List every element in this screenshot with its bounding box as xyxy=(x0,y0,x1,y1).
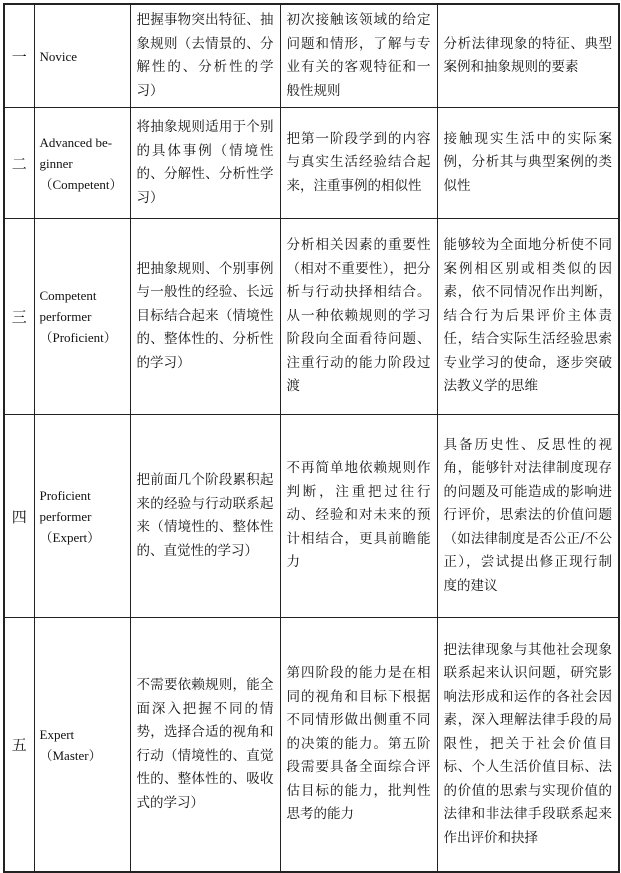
stage-name-line: （Expert） xyxy=(39,529,101,545)
stage-name-line: Expert xyxy=(39,726,75,742)
stage-name-line: Proficient xyxy=(39,487,91,503)
stage-description-cell: 把第一阶段学到的内容与真实生活经验结合起来，注重事例的相似性 xyxy=(280,108,437,219)
stage-name-line: （Competent） xyxy=(39,176,123,192)
table-row xyxy=(4,108,619,219)
table-row xyxy=(4,219,619,415)
stage-description-cell: 不再简单地依赖规则作判断，注重把过往行动、经验和对未来的预计相结合，更具前瞻能力 xyxy=(280,415,437,618)
stage-table xyxy=(3,3,620,873)
stage-name xyxy=(34,618,130,873)
stage-description-cell: 初次接触该领域的给定问题和情形，了解与专业有关的客观特征和一般性规则 xyxy=(280,4,437,108)
learning-characteristics-cell: 将抽象规则适用于个别的具体事例（情境性的、分解性、分析性学习） xyxy=(130,108,280,219)
table-row xyxy=(4,415,619,618)
stage-name-line: performer xyxy=(39,309,92,324)
stage-name xyxy=(34,4,130,108)
stage-name-line: （Master） xyxy=(39,747,102,763)
table-row xyxy=(4,618,619,873)
stage-number: 二 xyxy=(4,108,34,219)
stage-number: 一 xyxy=(4,4,34,108)
learning-characteristics-cell: 把握事物突出特征、抽象规则（去情景的、分解性的、分析性的学习） xyxy=(130,4,280,108)
stage-description-cell: 分析相关因素的重要性（相对不重要性），把分析与行动抉择相结合。从一种依赖规则的学习阶段向全面看待问题、注重行动的能力阶段过渡 xyxy=(280,219,437,415)
table-row xyxy=(4,4,619,108)
stage-name-line: Novice xyxy=(39,48,78,64)
learning-characteristics-cell: 不需要依赖规则，能全面深入把握不同的情势，选择合适的视角和行动（情境性的、直觉性的、整体性的、吸收式的学习） xyxy=(130,618,280,873)
legal-education-goal-cell: 把法律现象与其他社会现象联系起来认识问题，研究影响法形成和运作的各社会因素，深入理解法律手段的局限性，把关于社会价值目标、个人生活价值目标、法的价值的思索与实现价值的法律和非法律手段联系起来作出评价和抉择 xyxy=(437,618,619,873)
stage-name-line: Competent xyxy=(39,288,97,303)
legal-education-goal-cell: 能够较为全面地分析使不同案例相区别或相类似的因素，依不同情况作出判断，结合行为后果评价主体责任，结合实际生活经验思索专业学习的使命，逐步突破法教义学的思维 xyxy=(437,219,619,415)
stage-number: 三 xyxy=(4,219,34,415)
stage-name-line: （Proficient） xyxy=(39,330,117,345)
legal-education-goal-cell: 接触现实生活中的实际案例，分析其与典型案例的类似性 xyxy=(437,108,619,219)
stage-name-line: ginner xyxy=(39,155,73,171)
stage-name xyxy=(34,108,130,219)
stage-number: 五 xyxy=(4,618,34,873)
stage-name xyxy=(34,415,130,618)
stage-name-line: performer xyxy=(39,508,92,524)
learning-characteristics-cell: 把前面几个阶段累积起来的经验与行动联系起来（情境性的、整体性的、直觉性的学习） xyxy=(130,415,280,618)
legal-education-goal-cell: 具备历史性、反思性的视角，能够针对法律制度现存的问题及可能造成的影响进行评价，思索法的价值问题（如法律制度是否公正/不公正），尝试提出修正现行制度的建议 xyxy=(437,415,619,618)
stage-name-line: Advanced be- xyxy=(39,134,113,150)
legal-education-goal-cell: 分析法律现象的特征、典型案例和抽象规则的要素 xyxy=(437,4,619,108)
stage-name xyxy=(34,219,130,415)
stage-number: 四 xyxy=(4,415,34,618)
learning-characteristics-cell: 把抽象规则、个别事例与一般性的经验、长远目标结合起来（情境性的、整体性的、分析性的学习） xyxy=(130,219,280,415)
stage-description-cell: 第四阶段的能力是在相同的视角和目标下根据不同情形做出侧重不同的决策的能力。第五阶段需要具备全面综合评估目标的能力，批判性思考的能力 xyxy=(280,618,437,873)
